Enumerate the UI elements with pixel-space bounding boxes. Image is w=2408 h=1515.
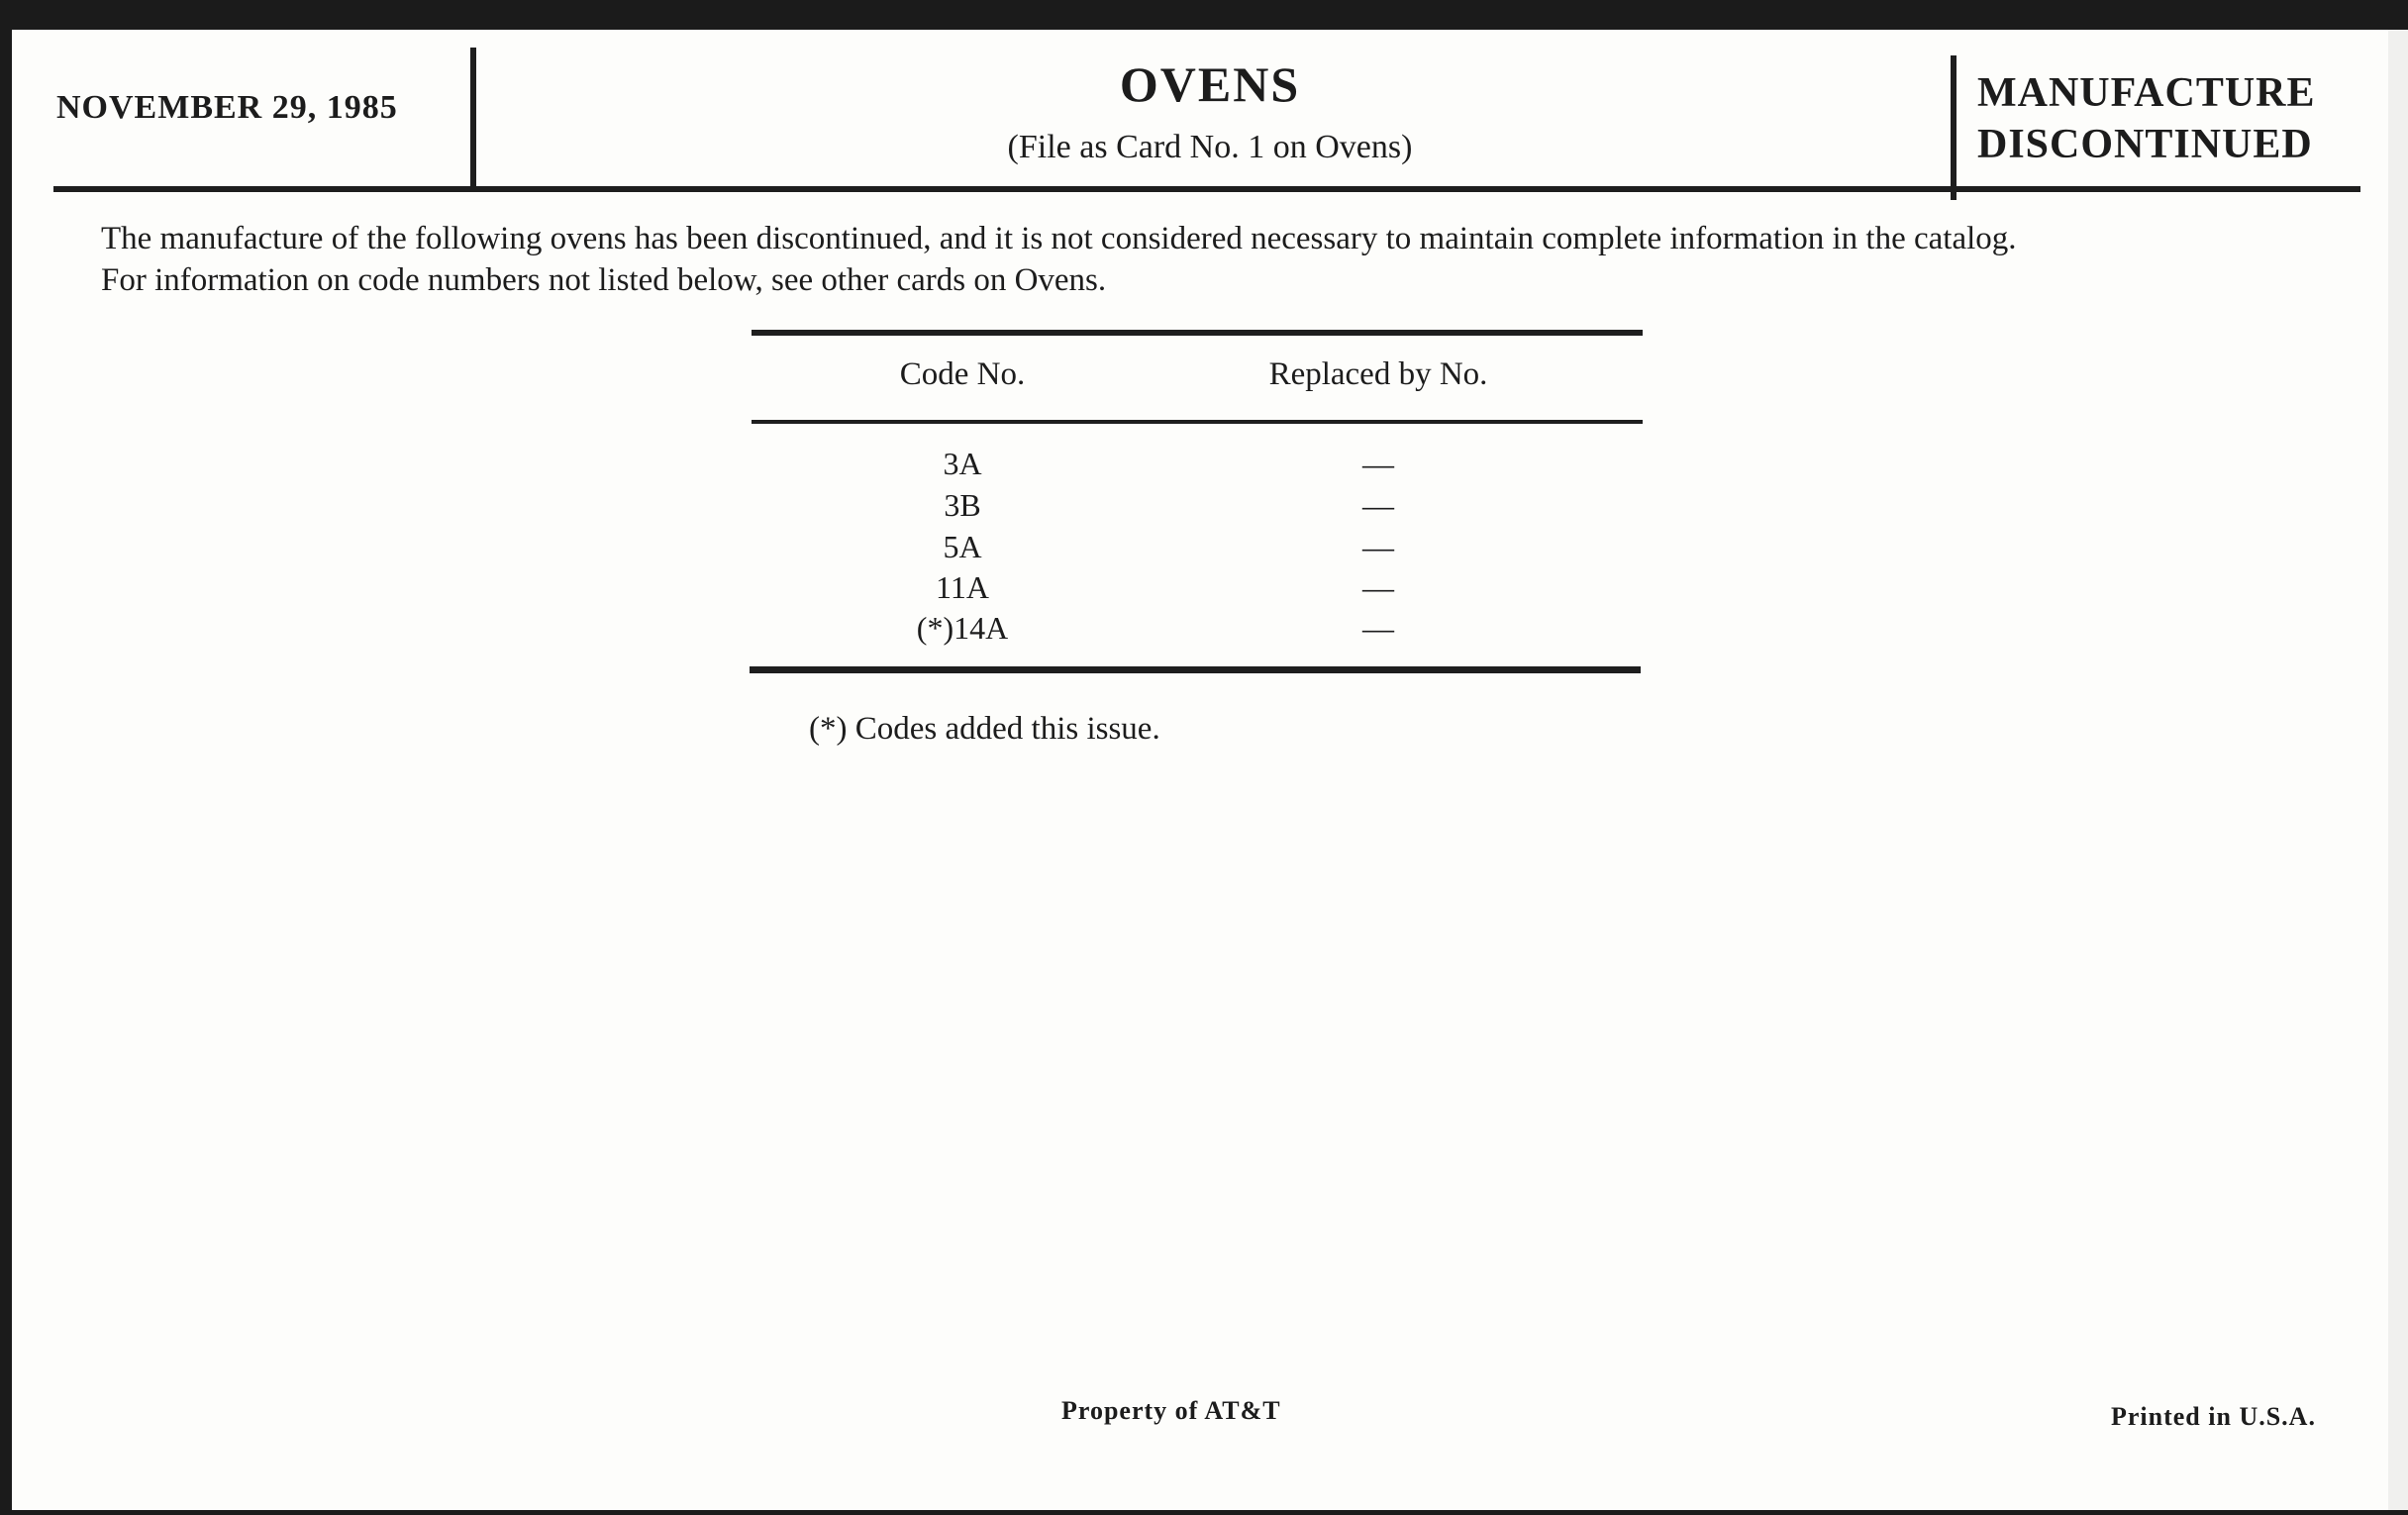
page-subtitle: (File as Card No. 1 on Ovens) <box>1007 129 1413 165</box>
catalog-card <box>12 30 2388 1510</box>
table-top-rule <box>752 330 1643 336</box>
table-cell-replaced-by: — <box>1362 610 1394 646</box>
intro-paragraph <box>101 218 2358 301</box>
issue-date: NOVEMBER 29, 1985 <box>56 89 398 126</box>
column-header-code: Code No. <box>899 356 1026 392</box>
status-line-2: DISCONTINUED <box>1977 122 2313 167</box>
status-line-1: MANUFACTURE <box>1977 70 2316 116</box>
header-rule <box>53 186 2360 192</box>
table-cell-code: 11A <box>936 569 989 605</box>
printed-notice: Printed in U.S.A. <box>2111 1402 2316 1431</box>
header-divider-right <box>1951 55 1956 200</box>
table-cell-code: 5A <box>943 529 982 564</box>
status-label <box>1977 67 2373 170</box>
page-title: OVENS <box>1119 56 1301 112</box>
table-cell-replaced-by: — <box>1362 529 1394 564</box>
table-header-rule <box>752 420 1643 424</box>
table-cell-code: 3B <box>944 487 981 523</box>
column-header-replaced-by: Replaced by No. <box>1268 356 1488 392</box>
table-cell-replaced-by: — <box>1362 569 1394 605</box>
property-notice: Property of AT&T <box>1061 1396 1281 1425</box>
table-cell-replaced-by: — <box>1362 487 1394 523</box>
table-bottom-rule <box>750 666 1641 673</box>
table-cell-replaced-by: — <box>1362 446 1394 481</box>
table-cell-code: (*)14A <box>916 610 1009 646</box>
table-footnote: (*) Codes added this issue. <box>809 711 1160 747</box>
intro-line-1: The manufacture of the following ovens has been discontinued, and it is not considered necessary to maintain complete information in the catalog. <box>101 221 2017 256</box>
table-cell-code: 3A <box>943 446 982 481</box>
header-divider-left <box>470 48 476 192</box>
card-edge-strip <box>2388 30 2408 1510</box>
intro-line-2: For information on code numbers not listed below, see other cards on Ovens. <box>101 262 1107 298</box>
